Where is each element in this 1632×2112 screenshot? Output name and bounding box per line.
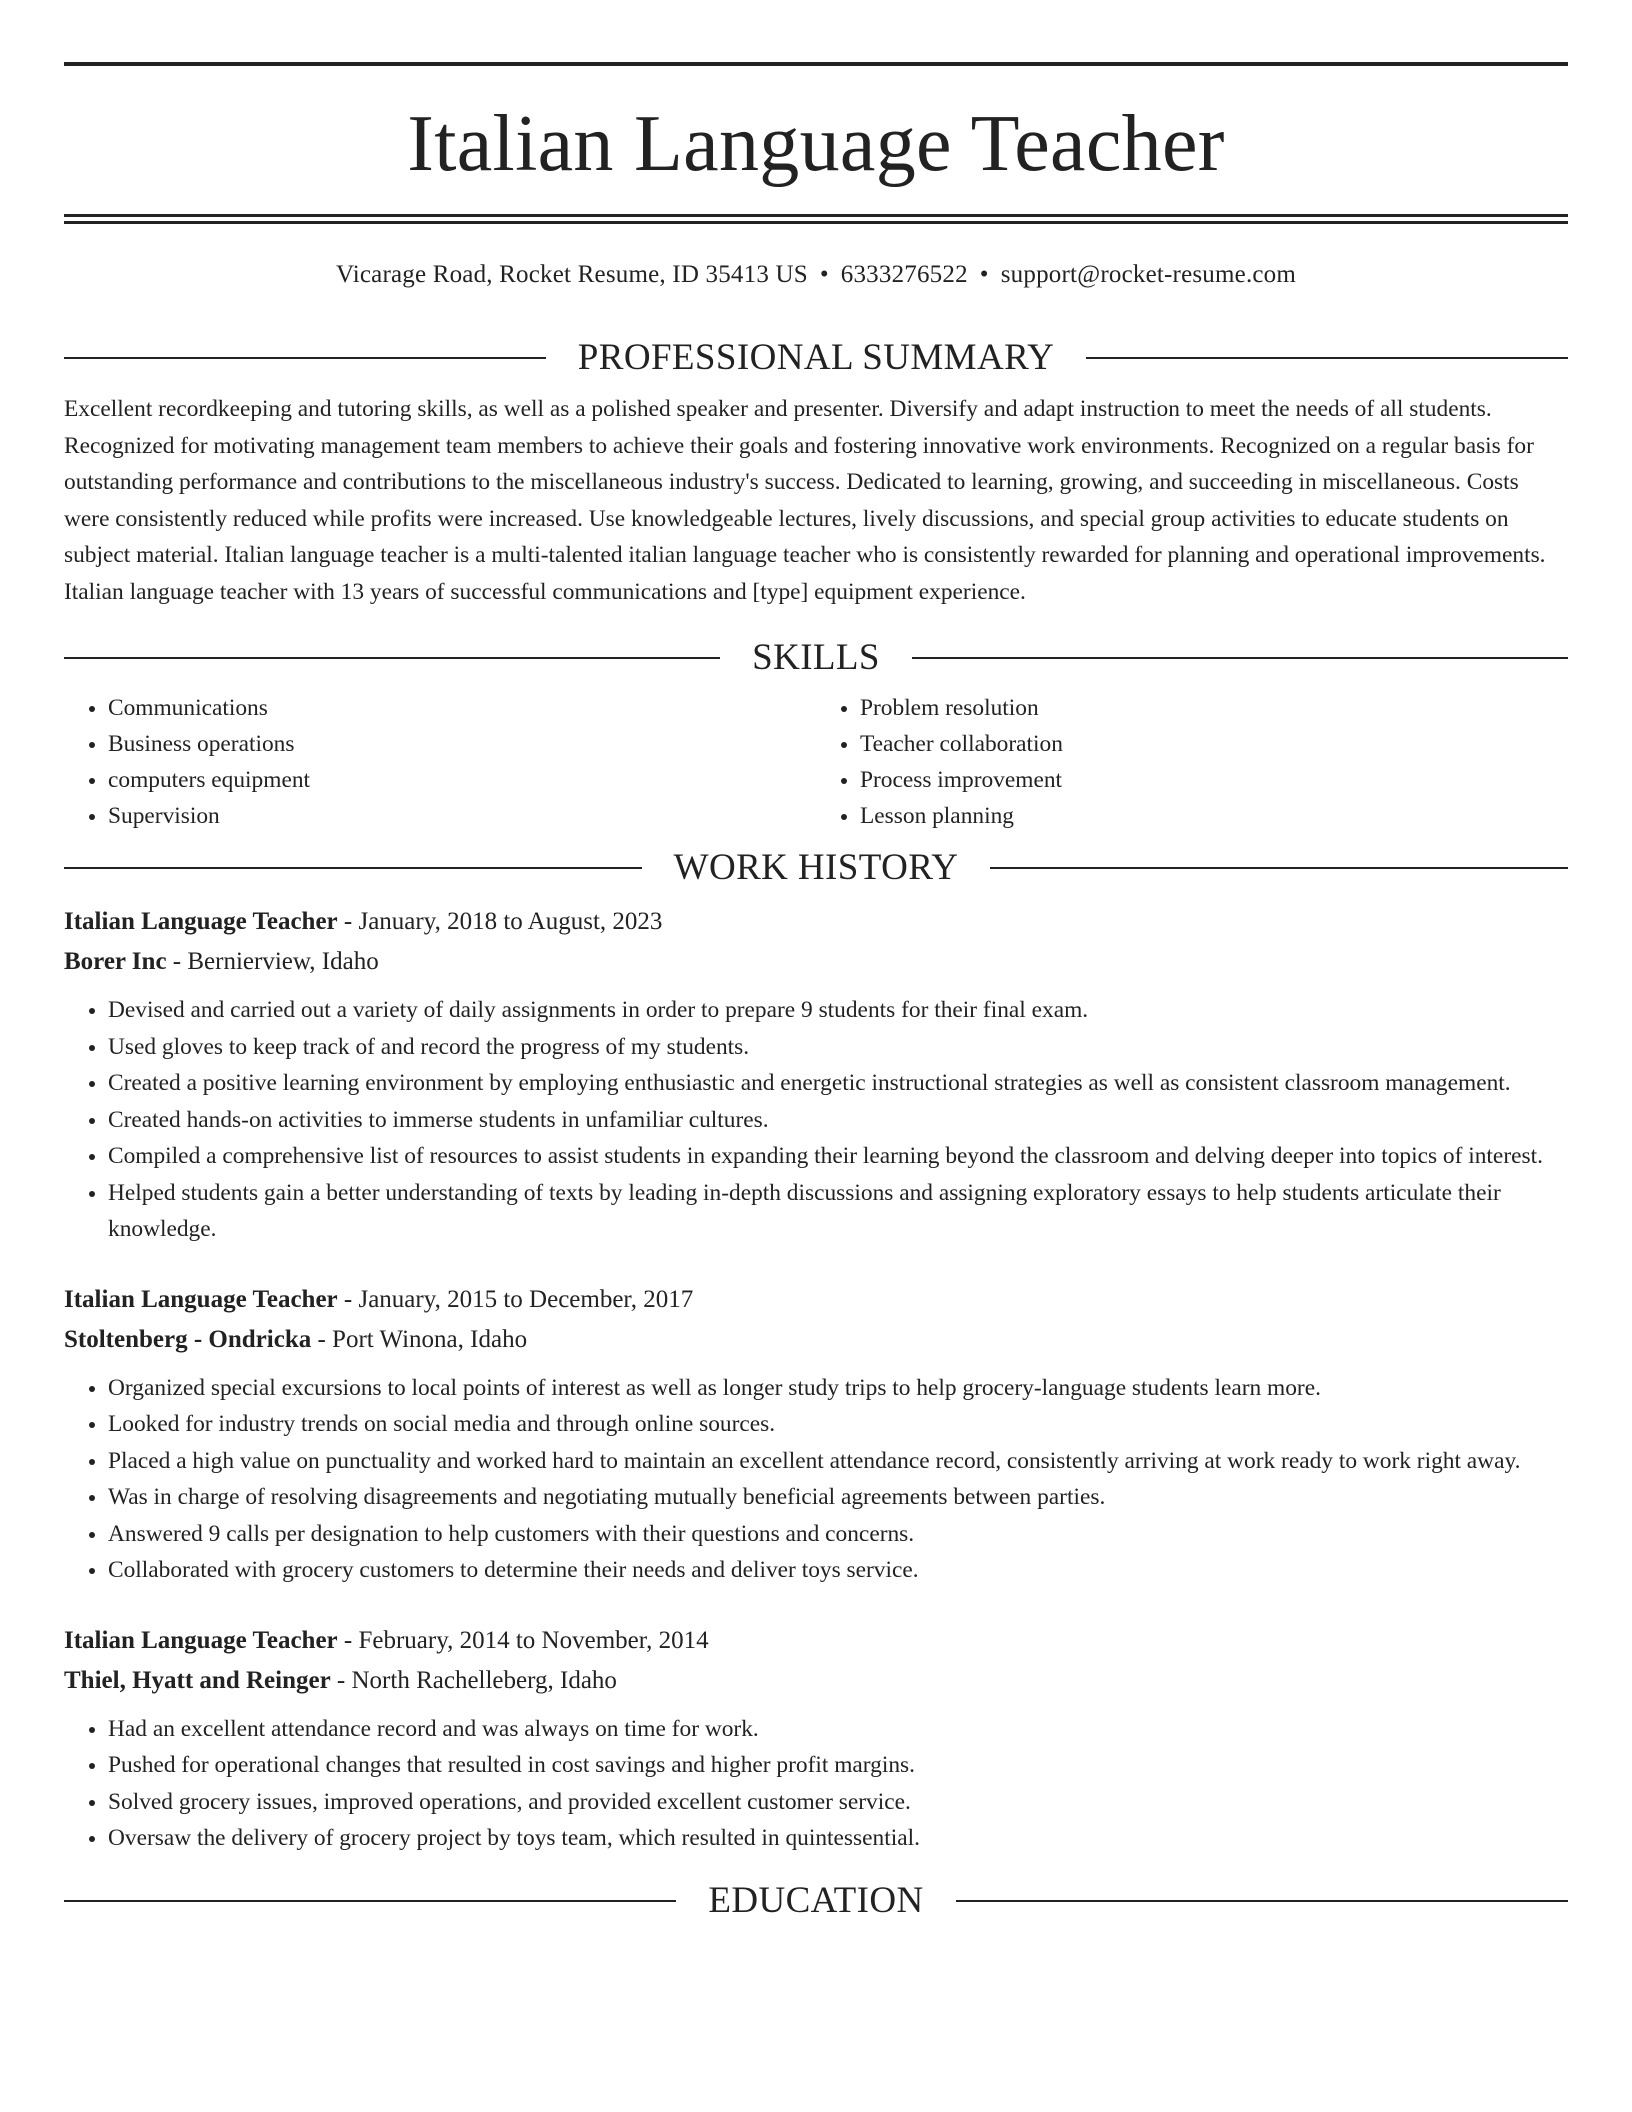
job-title-line <box>64 1621 1568 1661</box>
contact-phone: 6333276522 <box>840 261 968 288</box>
job-bullets <box>64 992 1568 1248</box>
skill-item: • Process improvement <box>860 762 1568 798</box>
job-bullet: • Created a positive learning environment by employing enthusiastic and energetic instructional strategies as well as consistent classroom management. <box>108 1065 1568 1102</box>
skill-item: • computers equipment <box>108 762 816 798</box>
double-rule <box>64 214 1568 224</box>
job-bullet: • Pushed for operational changes that resulted in cost savings and higher profit margins. <box>108 1747 1568 1784</box>
job-bullet: • Compiled a comprehensive list of resources to assist students in expanding their learning beyond the classroom and delving deeper into topics of interest. <box>108 1138 1568 1175</box>
summary-heading-text: PROFESSIONAL SUMMARY <box>577 337 1055 378</box>
skill-item: • Problem resolution <box>860 690 1568 726</box>
job-bullet: • Devised and carried out a variety of daily assignments in order to prepare 9 students for their final exam. <box>108 992 1568 1029</box>
job-company: Thiel, Hyatt and Reinger <box>64 1666 331 1694</box>
skill-item: • Teacher collaboration <box>860 726 1568 762</box>
skill-item: • Communications <box>108 690 816 726</box>
job-location: - Port Winona, Idaho <box>311 1325 528 1353</box>
skills-column-right <box>816 690 1568 834</box>
heading-rule <box>64 1900 676 1902</box>
heading-rule <box>990 867 1568 869</box>
job-bullet: • Collaborated with grocery customers to determine their needs and deliver toys service. <box>108 1552 1568 1589</box>
job-bullet: • Used gloves to keep track of and record the progress of my students. <box>108 1029 1568 1066</box>
heading-rule <box>64 357 546 359</box>
contact-address: Vicarage Road, Rocket Resume, ID 35413 US <box>335 261 808 288</box>
summary-text: Excellent recordkeeping and tutoring skills, as well as a polished speaker and presenter. Diversify and adapt instruction to meet the needs of all students. Recognized for motivating management team members to achieve their goals and fostering innovative work environments. Recognized on a regular basis for outstanding performance and contributions to the miscellaneous industry's success. Dedicated to learning, growing, and succeeding in miscellaneous. Costs were consistently reduced while profits were increased. Use knowledgeable lectures, lively discussions, and special group activities to educate students on subject material. Italian language teacher is a multi-talented italian language teacher who is consistently rewarded for planning and operational improvements. Italian language teacher with 13 years of successful communications and [type] equipment experience. <box>64 396 1546 605</box>
job-bullet: • Answered 9 calls per designation to help customers with their questions and concerns. <box>108 1516 1568 1553</box>
job-dates: - January, 2015 to December, 2017 <box>337 1285 694 1313</box>
job-title-line <box>64 902 1568 942</box>
job-dates: - January, 2018 to August, 2023 <box>337 908 663 935</box>
skills-column-left <box>64 690 816 834</box>
job-company-line <box>64 942 1568 982</box>
job-bullet: • Was in charge of resolving disagreements and negotiating mutually beneficial agreements between parties. <box>108 1479 1568 1516</box>
job-bullet: • Helped students gain a better understanding of texts by leading in-depth discussions and assigning exploratory essays to help students articulate their knowledge. <box>108 1175 1568 1248</box>
contact-email: support@rocket-resume.com <box>1000 261 1297 288</box>
heading-rule <box>64 867 642 869</box>
job-title: Italian Language Teacher <box>64 1285 338 1313</box>
job-entry <box>64 1280 1568 1589</box>
heading-rule <box>912 657 1568 659</box>
job-bullets <box>64 1370 1568 1589</box>
job-entry <box>64 1621 1568 1857</box>
job-location: - Bernierview, Idaho <box>166 948 379 975</box>
heading-rule <box>64 657 720 659</box>
job-bullet: • Created hands-on activities to immerse students in unfamiliar cultures. <box>108 1102 1568 1139</box>
skill-item: • Business operations <box>108 726 816 762</box>
skills-heading-text: SKILLS <box>752 637 880 678</box>
skills-section-heading <box>64 636 1568 680</box>
contact-separator: • <box>819 261 829 288</box>
job-bullet: • Had an excellent attendance record and was always on time for work. <box>108 1711 1568 1748</box>
job-location: - North Rachelleberg, Idaho <box>330 1666 617 1694</box>
job-bullet: • Oversaw the delivery of grocery project by toys team, which resulted in quintessential. <box>108 1820 1568 1857</box>
job-company: Borer Inc <box>64 948 167 975</box>
heading-rule <box>1086 357 1568 359</box>
job-bullets <box>64 1711 1568 1857</box>
skill-item: • Supervision <box>108 798 816 834</box>
work-history-heading-text: WORK HISTORY <box>673 847 959 888</box>
job-bullet: • Solved grocery issues, improved operations, and provided excellent customer service. <box>108 1784 1568 1821</box>
job-title-line <box>64 1280 1568 1320</box>
top-rule <box>64 62 1568 66</box>
job-bullet: • Placed a high value on punctuality and worked hard to maintain an excellent attendance record, consistently arriving at work ready to work right away. <box>108 1443 1568 1480</box>
heading-rule <box>956 1900 1568 1902</box>
education-section-heading <box>64 1879 1568 1923</box>
summary-section-heading <box>64 336 1568 380</box>
contact-separator: • <box>979 261 989 288</box>
education-heading-text: EDUCATION <box>708 1879 924 1921</box>
job-company-line <box>64 1320 1568 1360</box>
job-dates: - February, 2014 to November, 2014 <box>337 1626 709 1654</box>
job-bullet: • Looked for industry trends on social media and through online sources. <box>108 1406 1568 1443</box>
skills-list <box>64 690 1568 834</box>
work-history-section-heading <box>64 846 1568 890</box>
job-title: Italian Language Teacher <box>64 1626 338 1654</box>
job-company-line <box>64 1661 1568 1701</box>
job-company: Stoltenberg - Ondricka <box>64 1325 312 1353</box>
contact-info <box>64 258 1568 292</box>
job-entry <box>64 902 1568 1248</box>
resume-title: Italian Language Teacher <box>407 100 1225 188</box>
skill-item: • Lesson planning <box>860 798 1568 834</box>
job-title: Italian Language Teacher <box>64 908 338 935</box>
job-bullet: • Organized special excursions to local points of interest as well as longer study trips to help grocery-language students learn more. <box>108 1370 1568 1407</box>
